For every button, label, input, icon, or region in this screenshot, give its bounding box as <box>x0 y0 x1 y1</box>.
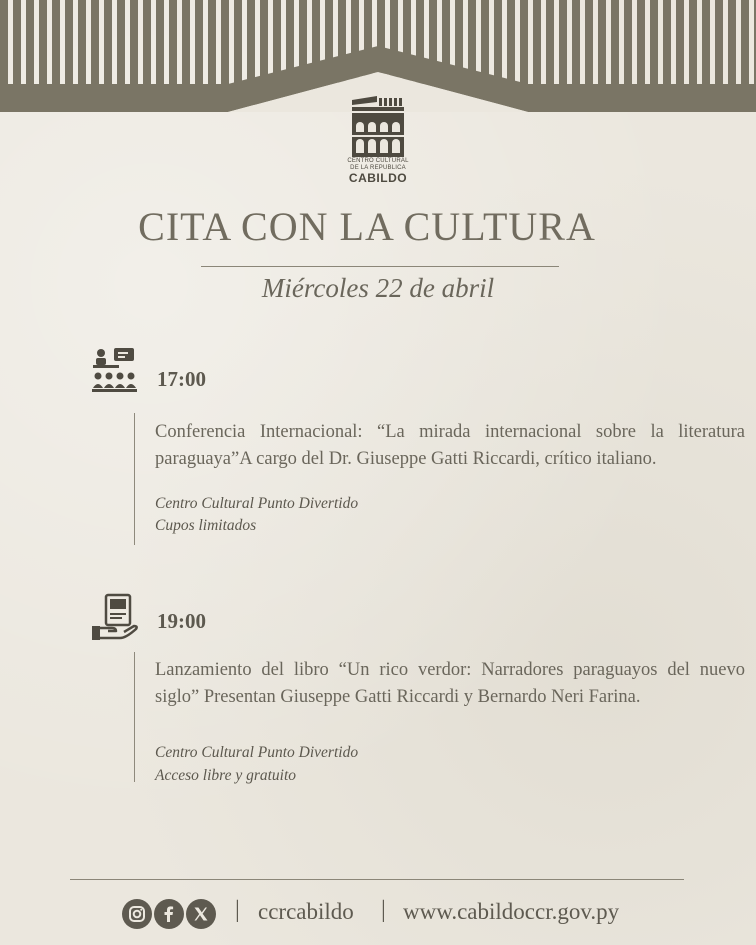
footer-separator-1: | <box>235 897 240 923</box>
event-2-description: Lanzamiento del libro “Un rico verdor: Narradores paraguayos del nuevo siglo” Presentan Giuseppe Gatti Riccardi y Bernardo Neri Farina. <box>155 660 745 707</box>
footer-separator-2: | <box>381 897 386 923</box>
conference-icon <box>89 346 139 396</box>
social-handle[interactable]: ccrcabildo <box>258 899 354 924</box>
title-divider <box>201 266 559 267</box>
cabildo-building-icon <box>349 96 407 158</box>
logo-line-2: DE LA REPUBLICA <box>350 165 406 171</box>
event-1-note: Cupos limitados <box>155 517 257 534</box>
footer-divider <box>70 879 684 880</box>
logo-line-3: CABILDO <box>348 171 408 185</box>
event-date: Miércoles 22 de abril <box>261 273 495 303</box>
website-link[interactable]: www.cabildoccr.gov.py <box>403 899 620 924</box>
logo-line-1: CENTRO CULTURAL <box>347 158 409 164</box>
event-1-description: Conferencia Internacional: “La mirada internacional sobre la literatura paraguaya”A cargo del Dr. Giuseppe Gatti Riccardi, crítico italiano. <box>155 422 745 469</box>
event-2-note: Acceso libre y gratuito <box>155 767 297 784</box>
event-2-venue: Centro Cultural Punto Divertido <box>155 744 359 761</box>
x-icon[interactable] <box>186 899 216 929</box>
book-in-hand-icon <box>89 593 139 643</box>
page-title: CITA CON LA CULTURA <box>138 204 596 249</box>
event-1-timeline <box>134 413 135 545</box>
event-2-time: 19:00 <box>157 609 206 633</box>
instagram-icon[interactable] <box>122 899 152 929</box>
event-1-venue: Centro Cultural Punto Divertido <box>155 495 359 512</box>
footer <box>0 894 756 934</box>
cabildo-logo <box>340 96 416 185</box>
facebook-icon[interactable] <box>154 899 184 929</box>
event-2-timeline <box>134 652 135 782</box>
event-1-time: 17:00 <box>157 367 206 391</box>
